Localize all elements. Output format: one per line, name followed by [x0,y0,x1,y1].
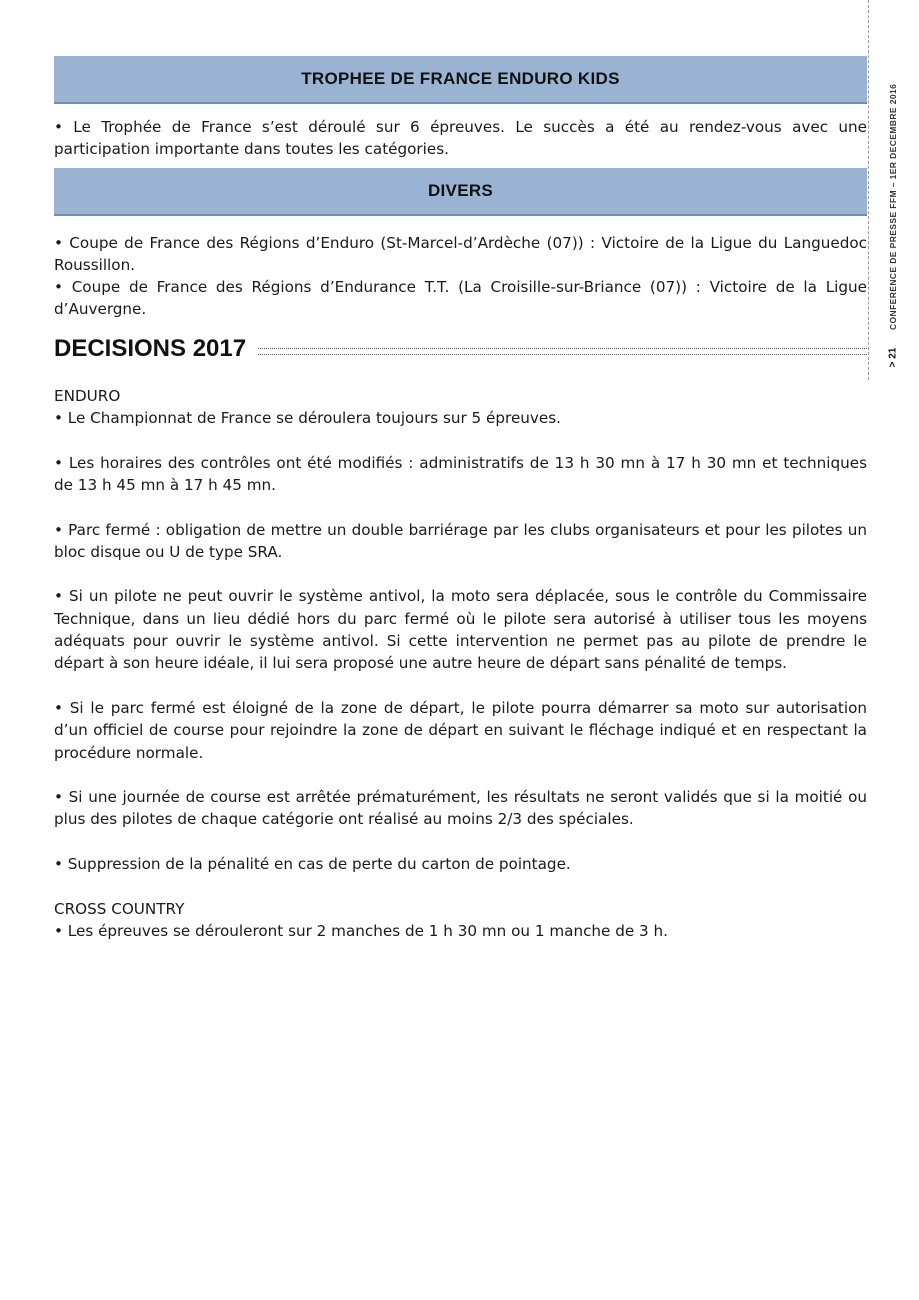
kids-paragraph: • Le Trophée de France s’est déroulé sur 6 épreuves. Le succès a été au rendez-vous avec une participation importante dans toutes les catégories. [54,118,867,159]
heading-rule [258,348,867,355]
decisions-heading [54,335,867,363]
kids-title: TROPHEE DE FRANCE ENDURO KIDS [301,69,620,88]
page-content [54,56,867,942]
side-margin [868,0,919,380]
divers-list [54,232,867,321]
enduro-item: • Les horaires des contrôles ont été modifiés : administratifs de 13 h 30 mn à 17 h 30 mn et techniques de 13 h 45 mn à 17 h 45 mn. [54,453,867,494]
decisions-title: DECISIONS 2017 [54,334,247,362]
page-number: > 21 [887,347,899,368]
enduro-item: • Le Championnat de France se déroulera toujours sur 5 épreuves. [54,409,561,428]
enduro-item: • Si une journée de course est arrêtée prématurément, les résultats ne seront validés que si la moitié ou plus des pilotes de chaque catégorie ont réalisé au moins 2/3 des spéciales. [54,788,867,829]
conference-header: CONFERENCE DE PRESSE FFM – 1ER DECEMBRE 2016 [888,83,898,330]
enduro-section [54,385,867,876]
enduro-item: • Parc fermé : obligation de mettre un double barriérage par les clubs organisateurs et pour les pilotes un bloc disque ou U de type SRA. [54,520,867,561]
divers-item: • Coupe de France des Régions d’Endurance T.T. (La Croisille-sur-Briance (07)) : Victoire de la Ligue d’Auvergne. [54,278,867,319]
kids-header [54,56,867,104]
divers-item: • Coupe de France des Régions d’Enduro (St-Marcel-d’Ardèche (07)) : Victoire de la Ligue du Languedoc Roussillon. [54,233,867,274]
divers-header [54,168,867,216]
enduro-item: • Si le parc fermé est éloigné de la zone de départ, le pilote pourra démarrer sa moto sur autorisation d’un officiel de course pour rejoindre la zone de départ en suivant le fléchage indiqué et en respectant la procédure normale. [54,698,867,762]
enduro-item: • Si un pilote ne peut ouvrir le système antivol, la moto sera déplacée, sous le contrôle du Commissaire Technique, dans un lieu dédié hors du parc fermé où le pilote sera autorisé à utiliser tous les moyens adéquats pour ouvrir le système antivol. Si cette intervention ne permet pas au pilote de prendre le départ à son heure idéale, il lui sera proposé une autre heure de départ sans pénalité de temps. [54,587,867,673]
cross-country-item: • Les épreuves se dérouleront sur 2 manches de 1 h 30 mn ou 1 manche de 3 h. [54,921,668,940]
cross-country-label: CROSS COUNTRY [54,899,185,918]
divers-title: DIVERS [427,180,494,200]
cross-country-section [54,898,867,943]
enduro-label: ENDURO [54,386,121,405]
enduro-item: • Suppression de la pénalité en cas de perte du carton de pointage. [54,855,571,874]
